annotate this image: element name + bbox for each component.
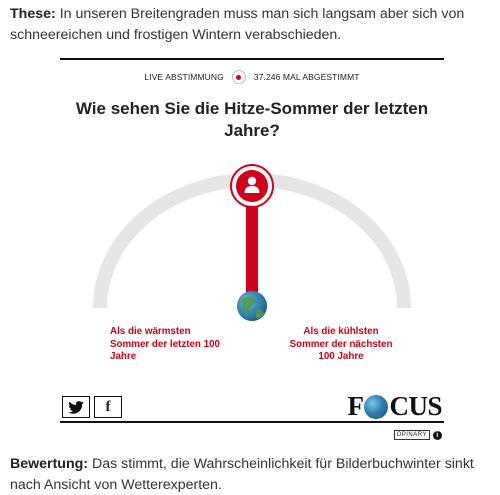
slider-handle[interactable] [231,165,273,207]
poll-widget [60,58,444,442]
thesis-text: In unseren Breitengraden muss man sich langsam aber sich von schneereichen und frostigen Wintern verabschieden. [10,6,465,43]
focus-logo[interactable] [347,392,442,420]
twitter-icon [68,401,84,414]
meter-needle [246,198,258,304]
thesis-paragraph [10,4,494,46]
rating-label: Bewertung: [10,456,89,472]
twitter-share-button[interactable] [62,396,90,418]
globe-icon [237,291,267,321]
bottom-divider [60,421,444,423]
top-divider [60,58,444,60]
rating-text: Das stimmt, die Wahrscheinlichkeit für Bilderbuchwinter sinkt nach Ansicht von Wetterexperten. [10,456,474,493]
facebook-share-button[interactable] [94,396,122,418]
rating-paragraph [10,454,494,495]
focus-logo-cus: CUS [389,390,442,421]
opinary-credit[interactable] [394,428,442,442]
live-label: LIVE ABSTIMMUNG [144,72,224,82]
info-icon[interactable]: i [433,431,442,440]
live-status-row [60,70,444,84]
opinary-logo: OPINARY [394,430,430,440]
option-left-label[interactable]: Als die wärmsten Sommer der letzten 100 Jahre [110,326,220,362]
poll-question: Wie sehen Sie die Hitze-Sommer der letzten Jahre? [75,99,429,140]
globe-logo-icon [364,395,388,419]
option-right-label[interactable]: Als die kühlsten Sommer der nächsten 100 Jahre [289,326,393,362]
facebook-icon: f [105,398,111,415]
focus-logo-f: F [347,390,364,421]
live-indicator-icon [232,70,246,84]
votes-count: 37.246 MAL ABGESTIMMT [253,72,360,82]
widget-footer [60,390,444,444]
thesis-label: These: [10,6,56,22]
